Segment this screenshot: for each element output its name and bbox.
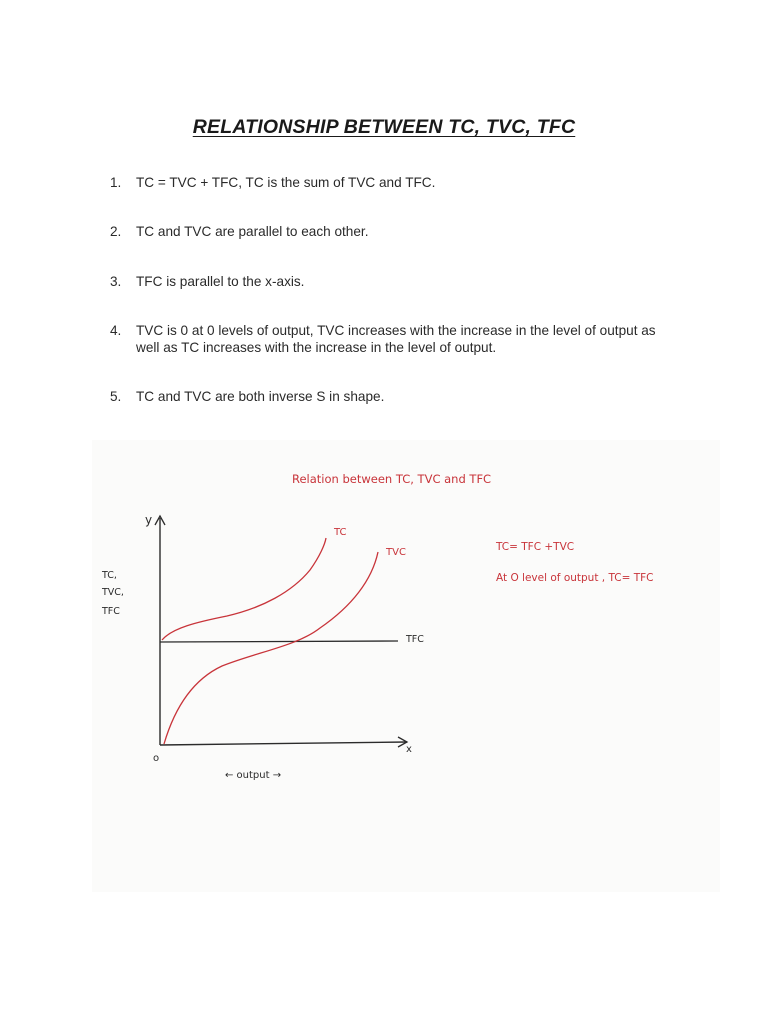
origin-label: o xyxy=(153,753,160,764)
formula-line: TC= TFC +TVC xyxy=(496,541,575,553)
y-axis-label-line: TC, xyxy=(102,570,117,581)
list-item-number: 1. xyxy=(110,175,122,190)
list-item-number: 3. xyxy=(110,274,122,289)
x-axis-line xyxy=(160,742,407,745)
tvc-curve-label: TVC xyxy=(386,547,406,558)
x-axis-letter: x xyxy=(406,744,412,755)
y-axis-label-line: TFC xyxy=(102,606,120,617)
list-item-text: TC and TVC are both inverse S in shape. xyxy=(136,389,385,404)
list-item-number: 2. xyxy=(110,224,122,239)
sketch-heading: Relation between TC, TVC and TFC xyxy=(292,472,492,486)
list-item-number: 5. xyxy=(110,389,122,404)
formula-line: At O level of output , TC= TFC xyxy=(496,572,654,584)
tc-curve-label: TC xyxy=(334,527,347,538)
tfc-label: TFC xyxy=(406,634,424,645)
handwritten-sketch xyxy=(92,440,720,892)
y-axis-letter: y xyxy=(145,513,153,527)
x-axis-label: ← output → xyxy=(225,770,282,781)
y-axis-label-line: TVC, xyxy=(102,587,124,598)
tfc-line xyxy=(160,641,398,642)
page-title: RELATIONSHIP BETWEEN TC, TVC, TFC xyxy=(192,116,576,138)
list-item-text: TVC is 0 at 0 levels of output, TVC increases with the increase in the level of output as well as TC increases with the increase in the level of output. xyxy=(136,323,656,355)
list-item-text: TC = TVC + TFC, TC is the sum of TVC and TFC. xyxy=(136,175,436,190)
list-item-number: 4. xyxy=(110,323,122,338)
tvc-curve xyxy=(164,552,378,744)
list-item-text: TFC is parallel to the x-axis. xyxy=(136,274,305,289)
list-item-text: TC and TVC are parallel to each other. xyxy=(136,224,369,239)
cost-curves-diagram xyxy=(92,440,720,892)
tc-curve xyxy=(162,538,326,640)
